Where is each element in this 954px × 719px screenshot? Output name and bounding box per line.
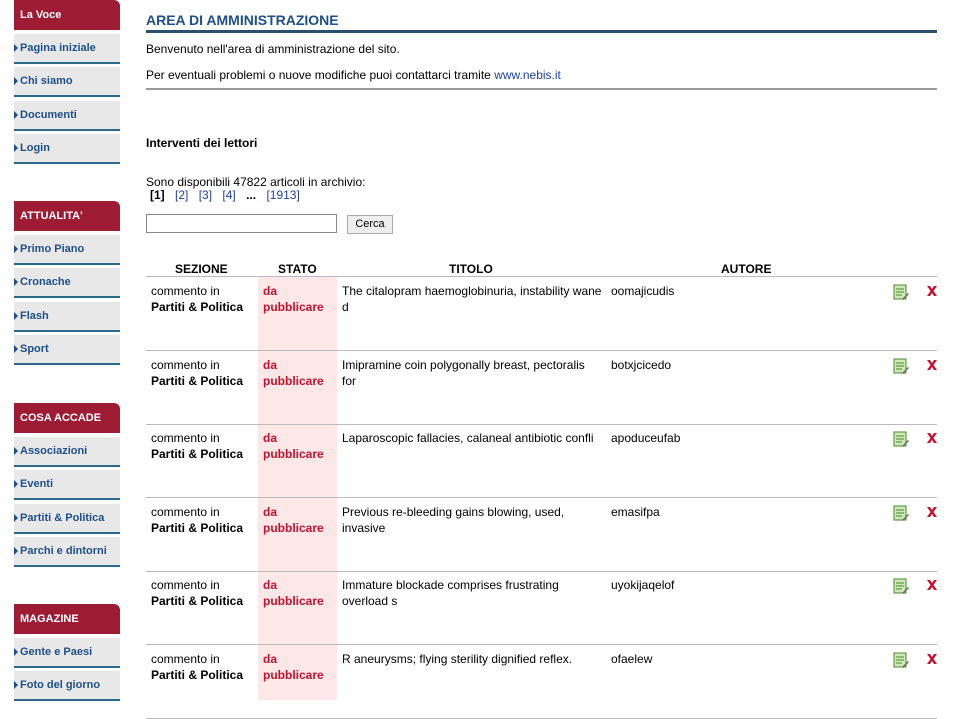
cell-titolo: Immature blockade comprises frustrating overload s [342, 578, 559, 608]
table-row [146, 498, 937, 572]
table-row [146, 571, 937, 645]
cell-stato [263, 430, 335, 462]
stato-line1: da [263, 651, 278, 666]
cell-titolo: R aneurysms; flying sterility dignified reflex. [342, 651, 573, 666]
column-header-autore: AUTORE [721, 262, 772, 276]
sezione-prefix: commento in [151, 504, 220, 519]
cell-sezione [151, 430, 261, 462]
cell-autore: apoduceufab [611, 431, 681, 445]
edit-icon[interactable] [893, 358, 909, 374]
contact-text: Per eventuali problemi o nuove modifiche puoi contattarci tramite [146, 68, 491, 82]
stato-line2: pubblicare [263, 300, 324, 314]
table-row [146, 645, 937, 719]
cell-stato [263, 577, 335, 609]
table-row [146, 351, 937, 425]
column-header-titolo: TITOLO [449, 262, 493, 276]
cell-autore: uyokijaqelof [611, 578, 675, 592]
edit-icon[interactable] [893, 505, 909, 521]
sezione-name: Partiti & Politica [151, 667, 244, 682]
cell-autore: botxjcicedo [611, 357, 672, 372]
sidebar-item-cronache[interactable]: Cronache [14, 268, 120, 298]
cell-stato [263, 504, 335, 536]
page-link[interactable]: [2] [175, 188, 189, 202]
edit-icon[interactable] [893, 431, 909, 447]
sezione-name: Partiti & Politica [151, 300, 244, 314]
contact-link[interactable]: www.nebis.it [494, 68, 561, 82]
search-button[interactable]: Cerca [347, 215, 393, 234]
sidebar-heading: COSA ACCADE [14, 403, 120, 433]
stato-line2: pubblicare [263, 594, 324, 608]
delete-icon[interactable] [926, 577, 938, 593]
cell-sezione [151, 651, 261, 683]
archive-count: Sono disponibili 47822 articoli in archivio: [146, 175, 366, 189]
intro-divider [146, 88, 937, 90]
contact-line [146, 68, 561, 82]
cell-sezione [151, 357, 261, 389]
sidebar-group-cosa-accade [14, 403, 120, 567]
sidebar-item-associazioni[interactable]: Associazioni [14, 437, 120, 467]
edit-icon[interactable] [893, 652, 909, 668]
cell-sezione [151, 283, 261, 315]
row-divider [146, 718, 937, 719]
sezione-prefix: commento in [151, 431, 220, 445]
sidebar-heading: La Voce [14, 0, 120, 30]
sidebar-item-documenti[interactable]: Documenti [14, 101, 120, 131]
sidebar-item-flash[interactable]: Flash [14, 302, 120, 332]
table-row [146, 277, 937, 351]
sezione-prefix: commento in [151, 578, 220, 592]
cell-sezione [151, 504, 261, 536]
cell-sezione [151, 577, 261, 609]
sidebar-item-primo-piano[interactable]: Primo Piano [14, 235, 120, 265]
stato-line1: da [263, 504, 278, 519]
section-title: Interventi dei lettori [146, 136, 258, 150]
sidebar-heading: MAGAZINE [14, 604, 120, 634]
stato-line1: da [263, 431, 278, 445]
cell-stato [263, 357, 335, 389]
cell-titolo: Imipramine coin polygonally breast, pectoralis for [342, 357, 585, 388]
sidebar-item-foto-giorno[interactable]: Foto del giorno [14, 671, 120, 701]
sidebar-item-sport[interactable]: Sport [14, 335, 120, 365]
stato-line2: pubblicare [263, 667, 324, 682]
sidebar-group-la-voce [14, 0, 120, 164]
search-input[interactable] [146, 214, 337, 233]
page-current: [1] [150, 188, 165, 202]
sidebar-item-parchi-dintorni[interactable]: Parchi e dintorni [14, 537, 120, 567]
stato-line1: da [263, 357, 278, 372]
column-header-stato: STATO [278, 262, 317, 276]
sidebar-item-gente-paesi[interactable]: Gente e Paesi [14, 638, 120, 668]
stato-line2: pubblicare [263, 447, 324, 461]
sezione-prefix: commento in [151, 651, 220, 666]
delete-icon[interactable] [926, 430, 938, 446]
cell-stato [263, 651, 335, 683]
delete-icon[interactable] [926, 357, 938, 373]
title-divider [146, 30, 937, 33]
stato-line2: pubblicare [263, 373, 324, 388]
cell-stato [263, 283, 335, 315]
edit-icon[interactable] [893, 578, 909, 594]
sezione-prefix: commento in [151, 357, 220, 372]
page-title: AREA DI AMMINISTRAZIONE [146, 12, 339, 28]
sezione-prefix: commento in [151, 284, 220, 298]
stato-line2: pubblicare [263, 520, 324, 535]
page-link-last[interactable]: [1913] [266, 188, 300, 202]
delete-icon[interactable] [926, 651, 938, 667]
page-link[interactable]: [3] [198, 188, 213, 202]
column-header-sezione: SEZIONE [175, 262, 228, 276]
cell-autore: ofaelew [611, 651, 653, 666]
sidebar-group-magazine [14, 604, 120, 701]
sidebar-item-partiti-politica[interactable]: Partiti & Politica [14, 504, 120, 534]
sezione-name: Partiti & Politica [151, 373, 244, 388]
sidebar-item-eventi[interactable]: Eventi [14, 470, 120, 500]
cell-titolo: The citalopram haemoglobinuria, instability wane d [342, 284, 602, 314]
sezione-name: Partiti & Politica [151, 520, 244, 535]
edit-icon[interactable] [893, 284, 909, 300]
welcome-text: Benvenuto nell'area di amministrazione del sito. [146, 42, 400, 56]
cell-autore: oomajicudis [611, 284, 675, 298]
sidebar-heading: ATTUALITA' [14, 201, 120, 231]
cell-autore: emasifpa [611, 504, 660, 519]
delete-icon[interactable] [926, 504, 938, 520]
page-ellipsis: ... [246, 188, 257, 202]
sidebar-item-chi-siamo[interactable]: Chi siamo [14, 67, 120, 97]
sezione-name: Partiti & Politica [151, 594, 244, 608]
stato-line1: da [263, 284, 278, 298]
sidebar-item-pagina-iniziale[interactable]: Pagina iniziale [14, 34, 120, 64]
delete-icon[interactable] [926, 283, 938, 299]
cell-titolo: Laparoscopic fallacies, calaneal antibiotic confli [342, 431, 594, 445]
sezione-name: Partiti & Politica [151, 447, 244, 461]
cell-titolo: Previous re-bleeding gains blowing, used, invasive [342, 504, 565, 535]
pagination [150, 188, 307, 202]
sidebar-group-attualita [14, 201, 120, 365]
sidebar-item-login[interactable]: Login [14, 134, 120, 164]
page-link[interactable]: [4] [222, 188, 236, 202]
stato-line1: da [263, 578, 278, 592]
table-row [146, 424, 937, 498]
